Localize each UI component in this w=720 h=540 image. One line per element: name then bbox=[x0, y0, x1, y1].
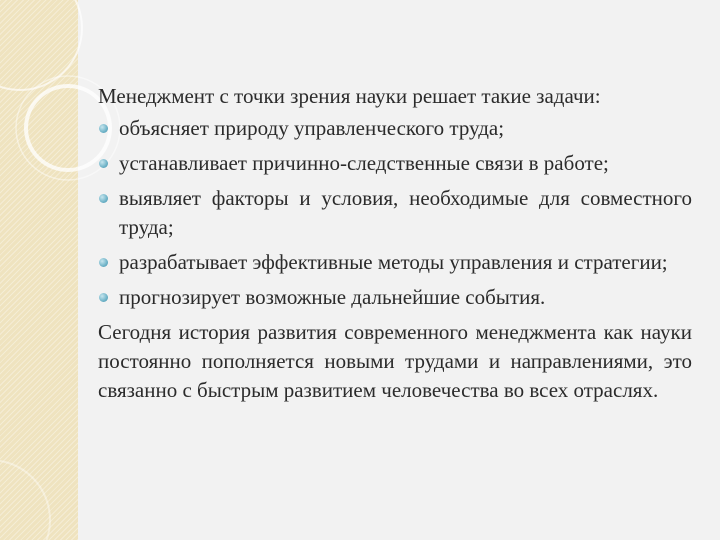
slide-content bbox=[98, 82, 692, 405]
list-item-text: выявляет факторы и условия, необходимые для совместного труда; bbox=[119, 186, 692, 239]
list-item bbox=[98, 114, 692, 143]
intro-text: Менеджмент с точки зрения науки решает такие задачи: bbox=[98, 84, 601, 108]
list-item bbox=[98, 248, 692, 277]
list-item-text: устанавливает причинно-следственные связи в работе; bbox=[119, 151, 609, 175]
list-item-text: разрабатывает эффективные методы управления и стратегии; bbox=[119, 250, 668, 274]
bullet-dot-icon bbox=[99, 159, 108, 168]
task-list bbox=[98, 114, 692, 312]
list-item bbox=[98, 149, 692, 178]
bullet-dot-icon bbox=[99, 124, 108, 133]
list-item bbox=[98, 184, 692, 242]
list-item-text: объясняет природу управленческого труда; bbox=[119, 116, 505, 140]
bullet-dot-icon bbox=[99, 194, 108, 203]
bullet-dot-icon bbox=[99, 293, 108, 302]
list-item bbox=[98, 283, 692, 312]
list-item-text: прогнозирует возможные дальнейшие события. bbox=[119, 285, 546, 309]
closing-paragraph: Сегодня история развития современного менеджмента как науки постоянно пополняется новыми трудами и направлениями, это связанно с быстрым развитием человечества во всех отраслях. bbox=[98, 320, 692, 402]
bullet-dot-icon bbox=[99, 258, 108, 267]
